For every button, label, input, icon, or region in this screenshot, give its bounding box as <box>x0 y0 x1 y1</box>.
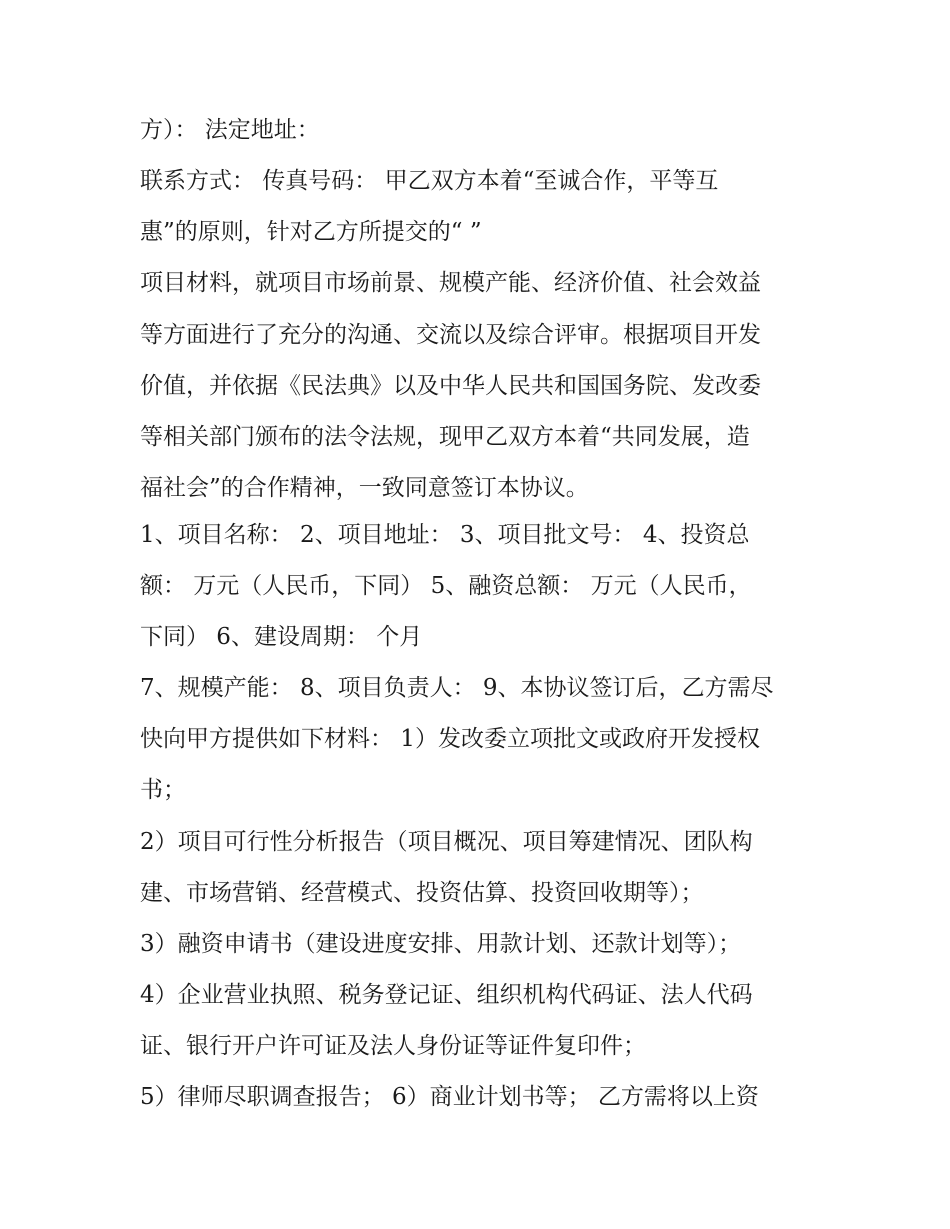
text-line: 等方面进行了充分的沟通、交流以及综合评审。根据项目开发 <box>140 322 761 348</box>
text-line: 快向甲方提供如下材料： 1）发改委立项批文或政府开发授权 <box>140 726 760 752</box>
text-line: 1、项目名称： 2、项目地址： 3、项目批文号： 4、投资总 <box>140 522 750 548</box>
text-line: 书； <box>140 777 186 803</box>
text-line: 等相关部门颁布的法令法规，现甲乙双方本着“共同发展，造 <box>140 424 750 450</box>
text-line: 5）律师尽职调查报告； 6）商业计划书等； 乙方需将以上资 <box>140 1084 759 1110</box>
text-line: 方）： 法定地址： <box>140 117 320 143</box>
text-line: 3）融资申请书（建设进度安排、用款计划、还款计划等）； <box>140 931 742 957</box>
text-line: 联系方式： 传真号码： 甲乙双方本着“至诚合作，平等互 <box>140 168 719 194</box>
text-line: 建、市场营销、经营模式、投资估算、投资回收期等）； <box>140 880 704 906</box>
text-line: 7、规模产能： 8、项目负责人： 9、本协议签订后，乙方需尽 <box>140 675 774 701</box>
text-line: 项目材料，就项目市场前景、规模产能、经济价值、社会效益 <box>140 270 761 296</box>
text-line: 价值，并依据《民法典》以及中华人民共和国国务院、发改委 <box>140 373 761 399</box>
text-line: 2）项目可行性分析报告（项目概况、项目筹建情况、团队构 <box>140 829 753 855</box>
text-line: 额： 万元（人民币，下同） 5、融资总额： 万元（人民币， <box>140 573 752 599</box>
text-line: 下同） 6、建设周期： 个月 <box>140 624 423 650</box>
text-line: 4）企业营业执照、税务登记证、组织机构代码证、法人代码 <box>140 982 753 1008</box>
text-line: 惠”的原则，针对乙方所提交的“ ” <box>140 219 482 245</box>
text-line: 证、银行开户许可证及法人身份证等证件复印件； <box>140 1033 646 1059</box>
text-line: 福社会”的合作精神，一致同意签订本协议。 <box>140 475 589 501</box>
